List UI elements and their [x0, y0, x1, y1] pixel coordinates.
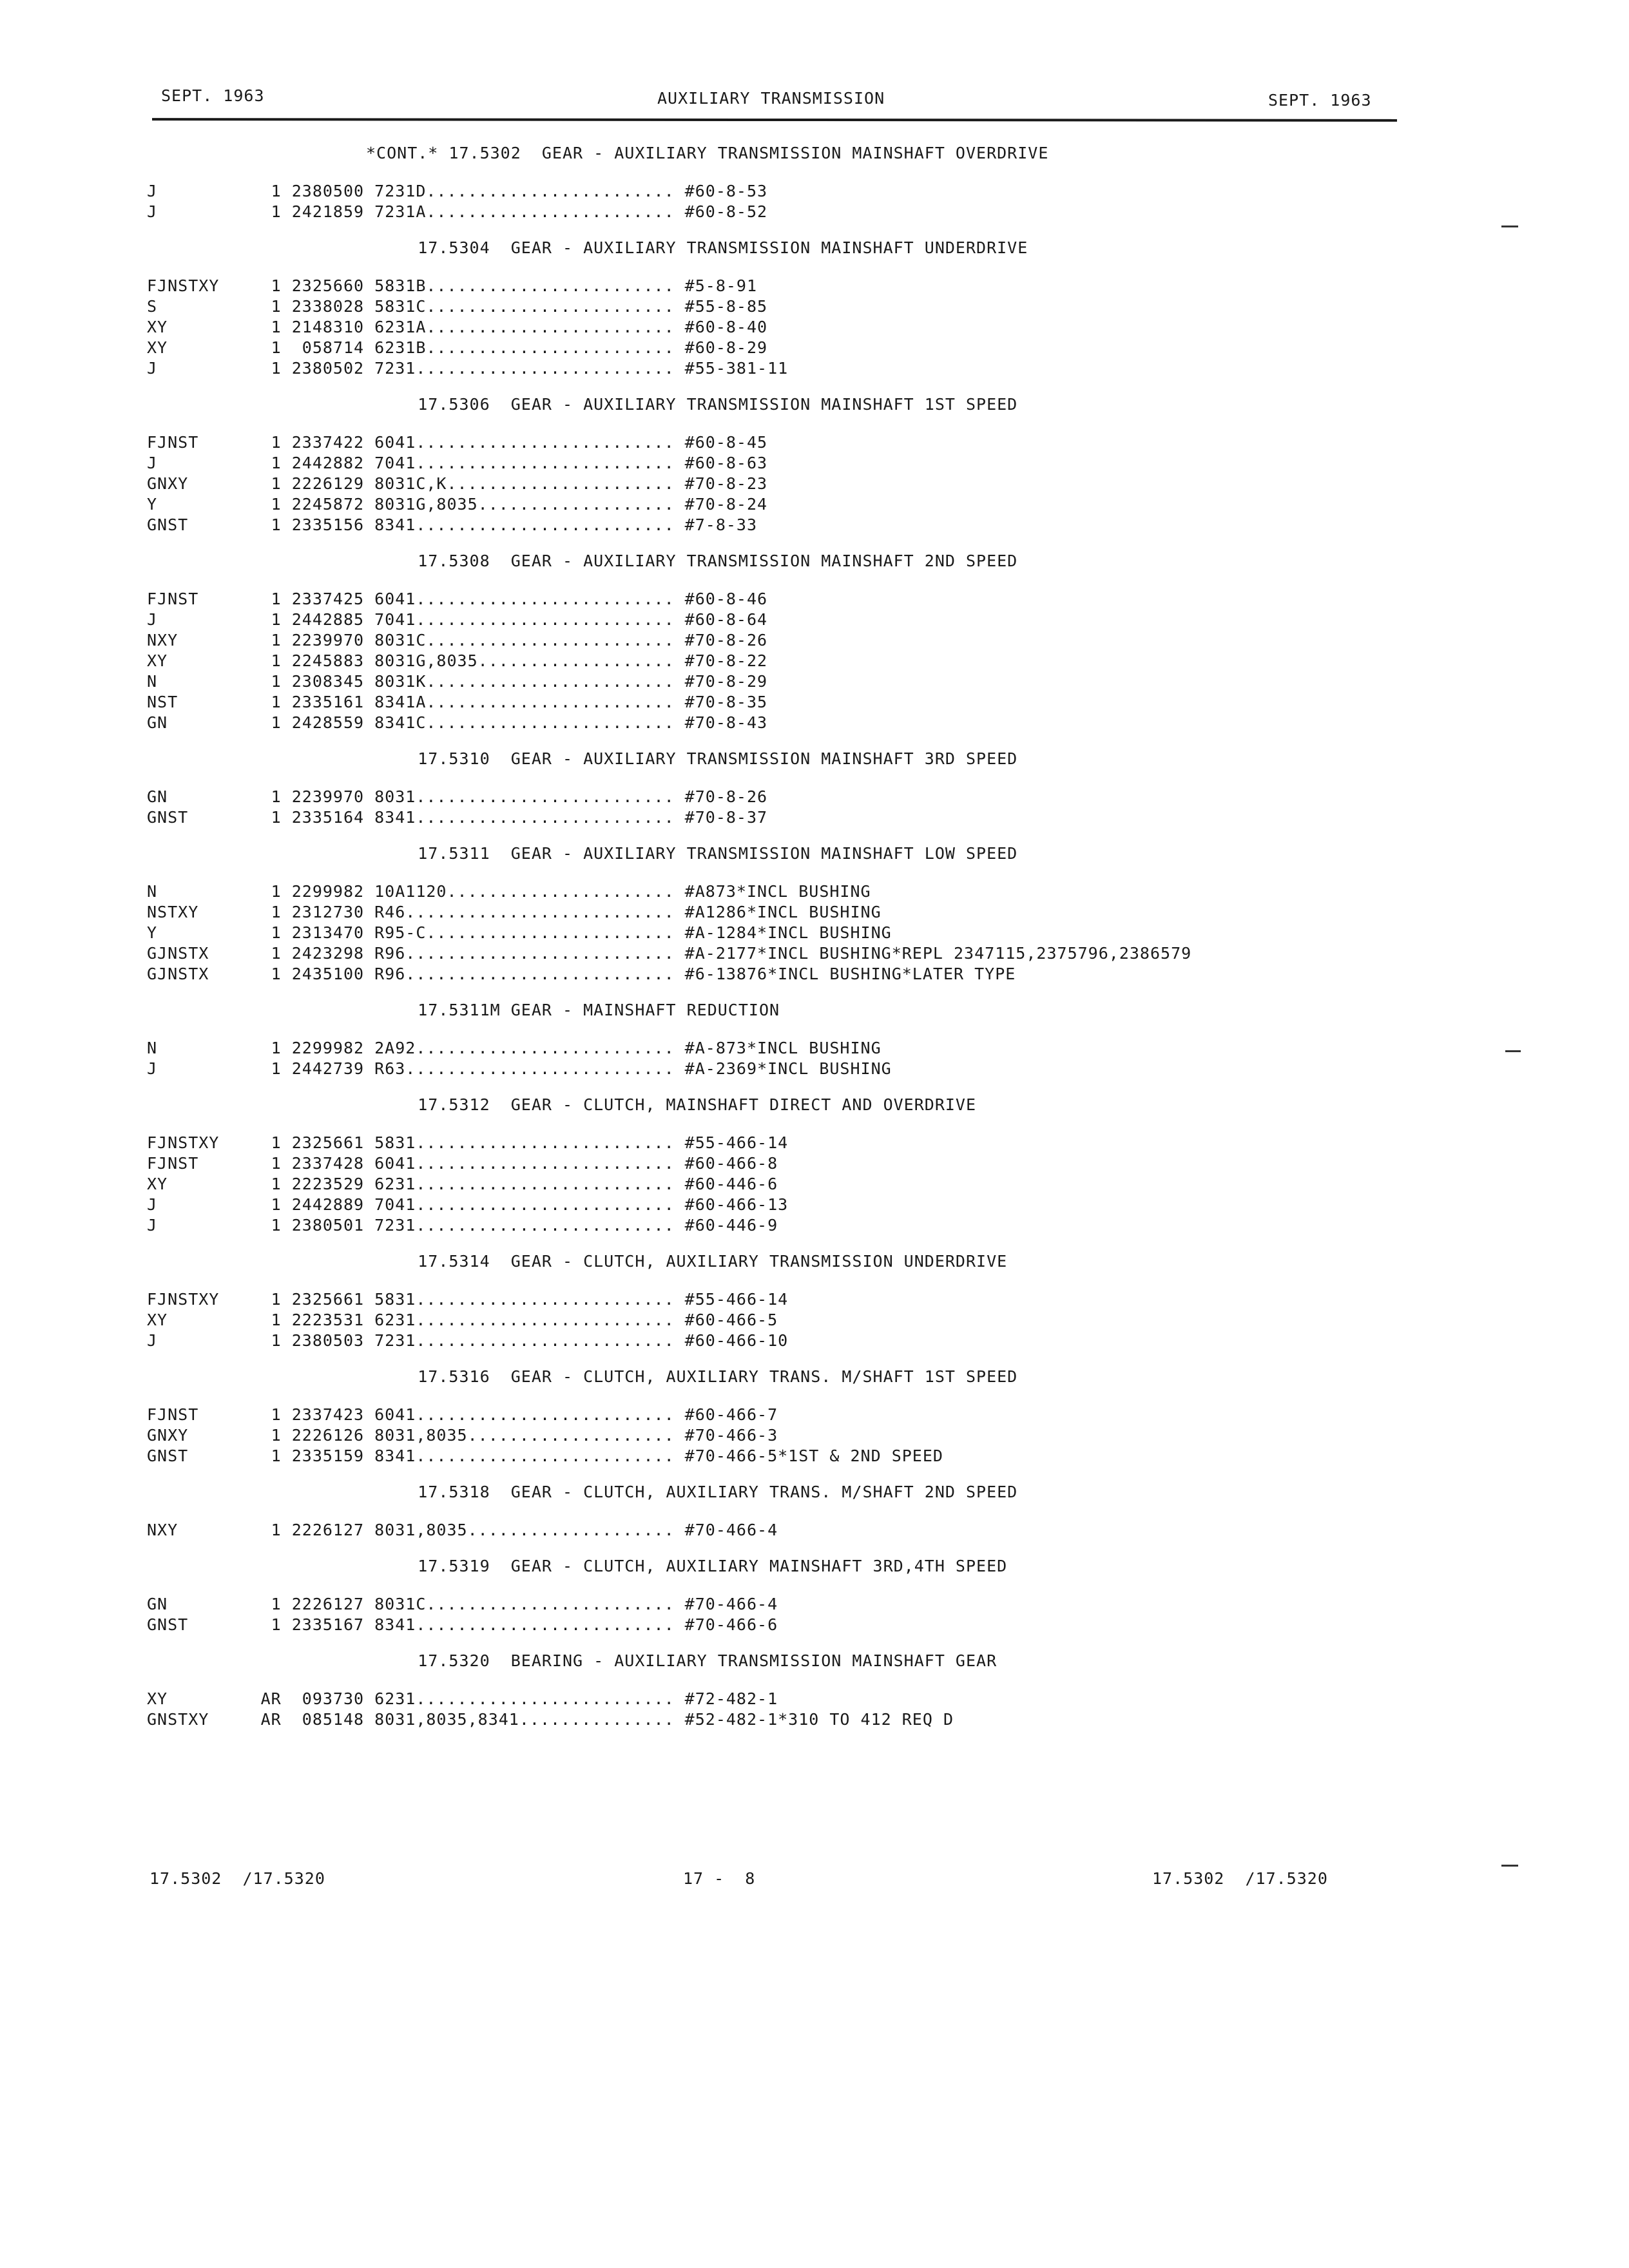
part-row: GNST 1 2335167 8341......................... #70-466-6 [147, 1615, 778, 1634]
footer-range-left: 17.5302 /17.5320 [149, 1869, 325, 1888]
catalog-section [147, 843, 1500, 985]
part-row: GNSTXY AR 085148 8031,8035,8341............... #52-482-1*310 TO 412 REQ D [147, 1710, 954, 1729]
header-title: AUXILIARY TRANSMISSION [657, 89, 885, 108]
part-row: GNST 1 2335164 8341......................... #70-8-37 [147, 808, 768, 827]
margin-mark [1501, 1865, 1518, 1867]
part-row: GN 1 2226127 8031C........................ #70-466-4 [147, 1595, 778, 1613]
section-rows [147, 276, 1500, 379]
catalog-section [147, 1000, 1500, 1079]
part-row: NXY 1 2239970 8031C........................ #70-8-26 [147, 631, 768, 649]
part-row: N 1 2299982 2A92......................... #A-873*INCL BUSHING [147, 1039, 882, 1057]
part-row: XY 1 2148310 6231A........................ #60-8-40 [147, 318, 768, 336]
part-row: J 1 2380503 7231......................... #60-466-10 [147, 1331, 789, 1350]
section-title: 17.5314 GEAR - CLUTCH, AUXILIARY TRANSMISSION UNDERDRIVE [366, 1252, 1008, 1271]
part-row: FJNSTXY 1 2325661 5831......................... #55-466-14 [147, 1133, 789, 1152]
section-rows [147, 787, 1500, 828]
section-rows [147, 1689, 1500, 1730]
part-row: J 1 2380500 7231D........................ #60-8-53 [147, 182, 768, 200]
part-row: J 1 2442739 R63.......................... #A-2369*INCL BUSHING [147, 1059, 892, 1078]
part-row: GJNSTX 1 2435100 R96.......................... #6-13876*INCL BUSHING*LATER TYPE [147, 965, 1016, 983]
section-title: 17.5319 GEAR - CLUTCH, AUXILIARY MAINSHAFT 3RD,4TH SPEED [366, 1557, 1008, 1575]
parts-list [147, 143, 1500, 1730]
page-header [0, 0, 1629, 129]
part-row: N 1 2308345 8031K........................ #70-8-29 [147, 672, 768, 691]
part-row: GNST 1 2335156 8341......................... #7-8-33 [147, 515, 758, 534]
section-title: 17.5318 GEAR - CLUTCH, AUXILIARY TRANS. M/SHAFT 2ND SPEED [366, 1483, 1018, 1501]
section-title: 17.5316 GEAR - CLUTCH, AUXILIARY TRANS. M/SHAFT 1ST SPEED [366, 1367, 1018, 1386]
section-title: *CONT.* 17.5302 GEAR - AUXILIARY TRANSMISSION MAINSHAFT OVERDRIVE [366, 144, 1049, 162]
part-row: J 1 2442885 7041......................... #60-8-64 [147, 610, 768, 629]
part-row: GNST 1 2335159 8341......................... #70-466-5*1ST & 2ND SPEED [147, 1446, 943, 1465]
part-row: FJNSTXY 1 2325661 5831......................... #55-466-14 [147, 1290, 789, 1309]
catalog-section [147, 1651, 1500, 1730]
part-row: NST 1 2335161 8341A........................ #70-8-35 [147, 693, 768, 711]
part-row: XY 1 2223529 6231......................... #60-446-6 [147, 1175, 778, 1193]
header-date-left: SEPT. 1963 [161, 86, 265, 105]
part-row: NSTXY 1 2312730 R46.......................... #A1286*INCL BUSHING [147, 903, 882, 921]
part-row: XY 1 058714 6231B........................ #60-8-29 [147, 338, 768, 357]
part-row: GJNSTX 1 2423298 R96.......................... #A-2177*INCL BUSHING*REPL 2347115,2375796,2386579 [147, 944, 1192, 963]
part-row: FJNST 1 2337425 6041......................... #60-8-46 [147, 590, 768, 608]
section-rows [147, 1594, 1500, 1635]
section-title: 17.5320 BEARING - AUXILIARY TRANSMISSION MAINSHAFT GEAR [366, 1651, 998, 1670]
part-row: J 1 2380502 7231......................... #55-381-11 [147, 359, 789, 378]
section-rows [147, 881, 1500, 985]
part-row: GNXY 1 2226126 8031,8035.................... #70-466-3 [147, 1426, 778, 1445]
catalog-section [147, 1556, 1500, 1635]
part-row: NXY 1 2226127 8031,8035.................... #70-466-4 [147, 1521, 778, 1539]
part-row: FJNST 1 2337423 6041......................... #60-466-7 [147, 1405, 778, 1424]
footer-range-right: 17.5302 /17.5320 [1152, 1869, 1328, 1888]
part-row: N 1 2299982 10A1120...................... #A873*INCL BUSHING [147, 882, 871, 901]
catalog-section [147, 1482, 1500, 1541]
part-row: J 1 2442889 7041......................... #60-466-13 [147, 1195, 789, 1214]
part-row: FJNST 1 2337422 6041......................... #60-8-45 [147, 433, 768, 452]
part-row: J 1 2380501 7231......................... #60-446-9 [147, 1216, 778, 1235]
part-row: S 1 2338028 5831C........................ #55-8-85 [147, 297, 768, 316]
part-row: XY 1 2223531 6231......................... #60-466-5 [147, 1311, 778, 1329]
section-rows [147, 1133, 1500, 1236]
part-row: GN 1 2239970 8031......................... #70-8-26 [147, 787, 768, 806]
catalog-section [147, 1251, 1500, 1351]
catalog-section [147, 749, 1500, 828]
section-rows [147, 1520, 1500, 1541]
catalog-section [147, 551, 1500, 733]
header-date-right: SEPT. 1963 [1268, 91, 1372, 110]
footer-page-number: 17 - 8 [683, 1869, 756, 1888]
part-row: Y 1 2245872 8031G,8035................... #70-8-24 [147, 495, 768, 514]
header-rule [152, 118, 1397, 122]
part-row: XY 1 2245883 8031G,8035................... #70-8-22 [147, 651, 768, 670]
section-rows [147, 1289, 1500, 1351]
section-title: 17.5308 GEAR - AUXILIARY TRANSMISSION MAINSHAFT 2ND SPEED [366, 552, 1018, 570]
part-row: GNXY 1 2226129 8031C,K...................... #70-8-23 [147, 474, 768, 493]
section-title: 17.5312 GEAR - CLUTCH, MAINSHAFT DIRECT AND OVERDRIVE [366, 1095, 977, 1114]
catalog-section [147, 238, 1500, 379]
page-footer [0, 1869, 1629, 1907]
section-rows [147, 181, 1500, 222]
section-rows [147, 1038, 1500, 1079]
section-title: 17.5311M GEAR - MAINSHAFT REDUCTION [366, 1001, 780, 1019]
part-row: FJNSTXY 1 2325660 5831B........................ #5-8-91 [147, 276, 758, 295]
section-title: 17.5310 GEAR - AUXILIARY TRANSMISSION MAINSHAFT 3RD SPEED [366, 749, 1018, 768]
part-row: Y 1 2313470 R95-C........................ #A-1284*INCL BUSHING [147, 923, 892, 942]
catalog-section [147, 1367, 1500, 1466]
section-rows [147, 1405, 1500, 1466]
part-row: XY AR 093730 6231......................... #72-482-1 [147, 1689, 778, 1708]
catalog-section [147, 1095, 1500, 1236]
part-row: J 1 2421859 7231A........................ #60-8-52 [147, 202, 768, 221]
section-rows [147, 432, 1500, 535]
part-row: FJNST 1 2337428 6041......................... #60-466-8 [147, 1154, 778, 1173]
section-rows [147, 589, 1500, 733]
part-row: J 1 2442882 7041......................... #60-8-63 [147, 454, 768, 472]
part-row: GN 1 2428559 8341C........................ #70-8-43 [147, 713, 768, 732]
section-title: 17.5311 GEAR - AUXILIARY TRANSMISSION MAINSHAFT LOW SPEED [366, 844, 1018, 863]
catalog-section [147, 394, 1500, 535]
catalog-section [147, 143, 1500, 222]
margin-mark [1505, 1050, 1521, 1052]
section-title: 17.5304 GEAR - AUXILIARY TRANSMISSION MAINSHAFT UNDERDRIVE [366, 238, 1028, 257]
section-title: 17.5306 GEAR - AUXILIARY TRANSMISSION MAINSHAFT 1ST SPEED [366, 395, 1018, 414]
margin-mark [1501, 226, 1518, 227]
